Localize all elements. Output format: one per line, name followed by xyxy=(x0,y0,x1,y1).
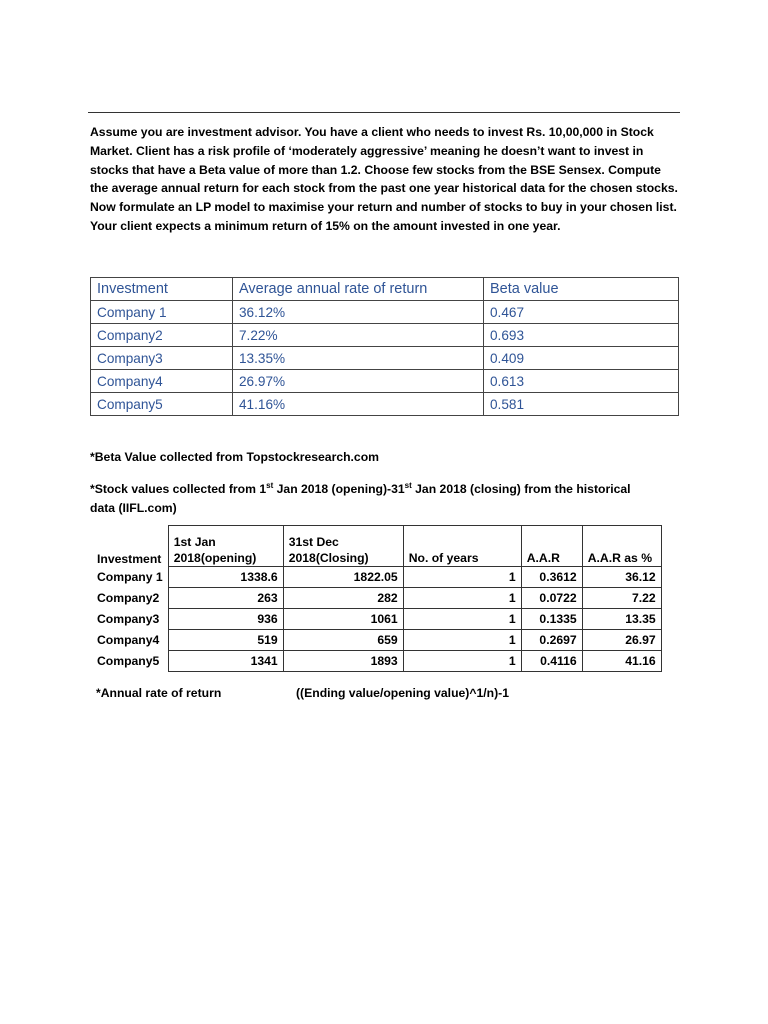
stock-header-years: No. of years xyxy=(403,526,521,567)
stock-table xyxy=(92,525,662,672)
beta-cell-beta: 0.613 xyxy=(484,370,679,393)
beta-cell-return: 36.12% xyxy=(233,301,484,324)
stock-cell-aar-percent: 41.16 xyxy=(582,651,661,672)
beta-cell-beta: 0.581 xyxy=(484,393,679,416)
note-sup-2: st xyxy=(404,481,412,490)
stock-cell-years: 1 xyxy=(403,609,521,630)
beta-cell-investment: Company4 xyxy=(91,370,233,393)
beta-header-return: Average annual rate of return xyxy=(233,278,484,301)
beta-cell-investment: Company5 xyxy=(91,393,233,416)
stock-cell-investment: Company4 xyxy=(97,633,160,647)
formula-label: *Annual rate of return xyxy=(96,686,222,700)
beta-source-note: *Beta Value collected from Topstockresearch.com xyxy=(90,450,379,464)
stock-header-opening: 1st Jan 2018(opening) xyxy=(168,526,283,567)
stock-cell-aar-percent: 36.12 xyxy=(582,567,661,588)
stock-cell-years: 1 xyxy=(403,567,521,588)
table-row xyxy=(91,301,679,324)
beta-cell-investment: Company3 xyxy=(91,347,233,370)
beta-cell-investment: Company 1 xyxy=(91,301,233,324)
beta-table-header xyxy=(91,278,679,301)
table-row xyxy=(91,393,679,416)
beta-cell-return: 26.97% xyxy=(233,370,484,393)
table-row xyxy=(92,651,661,672)
stock-cell-years: 1 xyxy=(403,651,521,672)
stock-cell-aar: 0.4116 xyxy=(521,651,582,672)
stock-cell-opening: 936 xyxy=(168,609,283,630)
beta-cell-return: 41.16% xyxy=(233,393,484,416)
stock-header-aar: A.A.R xyxy=(521,526,582,567)
table-row xyxy=(92,588,661,609)
table-row xyxy=(92,609,661,630)
stock-cell-investment: Company2 xyxy=(97,591,160,605)
stock-cell-years: 1 xyxy=(403,630,521,651)
stock-cell-aar-percent: 7.22 xyxy=(582,588,661,609)
stock-cell-aar: 0.2697 xyxy=(521,630,582,651)
stock-cell-closing: 659 xyxy=(283,630,403,651)
stock-cell-aar-percent: 26.97 xyxy=(582,630,661,651)
stock-cell-closing: 1822.05 xyxy=(283,567,403,588)
note-part-3: Jan 2018 (closing) from the historical data (IIFL.com) xyxy=(90,482,631,515)
stock-header-aar-percent: A.A.R as % xyxy=(582,526,661,567)
stock-cell-closing: 282 xyxy=(283,588,403,609)
intro-paragraph: Assume you are investment advisor. You have a client who needs to invest Rs. 10,00,000 in Stock Market. Client has a risk profile of ‘moderately aggressive’ meaning he doesn’t want to invest in stocks that have a Beta value of more than 1.2. Choose few stocks from the BSE Sensex. Compute the average annual return for each stock from the past one year historical data for the chosen stocks. Now formulate an LP model to maximise your return and number of stocks to buy in your chosen list. Your client expects a minimum return of 15% on the amount invested in one year. xyxy=(90,125,678,233)
beta-header-investment: Investment xyxy=(91,278,233,301)
note-part-2: Jan 2018 (opening)-31 xyxy=(273,482,405,497)
stock-header-closing: 31st Dec 2018(Closing) xyxy=(283,526,403,567)
beta-header-beta: Beta value xyxy=(484,278,679,301)
stock-table-header xyxy=(92,526,661,567)
stock-cell-opening: 1338.6 xyxy=(168,567,283,588)
stock-cell-investment: Company3 xyxy=(97,612,160,626)
table-row xyxy=(91,347,679,370)
beta-cell-beta: 0.467 xyxy=(484,301,679,324)
stock-cell-aar-percent: 13.35 xyxy=(582,609,661,630)
beta-cell-beta: 0.693 xyxy=(484,324,679,347)
header-rule xyxy=(88,112,680,113)
stock-cell-aar: 0.1335 xyxy=(521,609,582,630)
stock-cell-years: 1 xyxy=(403,588,521,609)
stock-source-note xyxy=(90,477,650,518)
stock-cell-aar: 0.3612 xyxy=(521,567,582,588)
stock-header-investment: Investment xyxy=(97,551,162,566)
beta-cell-investment: Company2 xyxy=(91,324,233,347)
stock-cell-aar: 0.0722 xyxy=(521,588,582,609)
table-row xyxy=(92,630,661,651)
note-sup-1: st xyxy=(266,481,274,490)
stock-cell-closing: 1061 xyxy=(283,609,403,630)
beta-cell-return: 13.35% xyxy=(233,347,484,370)
table-row xyxy=(92,567,661,588)
beta-cell-return: 7.22% xyxy=(233,324,484,347)
beta-table xyxy=(90,277,679,416)
stock-cell-opening: 1341 xyxy=(168,651,283,672)
table-row xyxy=(91,370,679,393)
stock-cell-investment: Company5 xyxy=(97,654,160,668)
stock-cell-closing: 1893 xyxy=(283,651,403,672)
stock-cell-investment: Company 1 xyxy=(97,570,163,584)
beta-cell-beta: 0.409 xyxy=(484,347,679,370)
note-part-1: *Stock values collected from 1 xyxy=(90,482,267,497)
stock-cell-opening: 519 xyxy=(168,630,283,651)
stock-cell-opening: 263 xyxy=(168,588,283,609)
table-row xyxy=(91,324,679,347)
formula-expression: ((Ending value/opening value)^1/n)-1 xyxy=(296,686,509,700)
